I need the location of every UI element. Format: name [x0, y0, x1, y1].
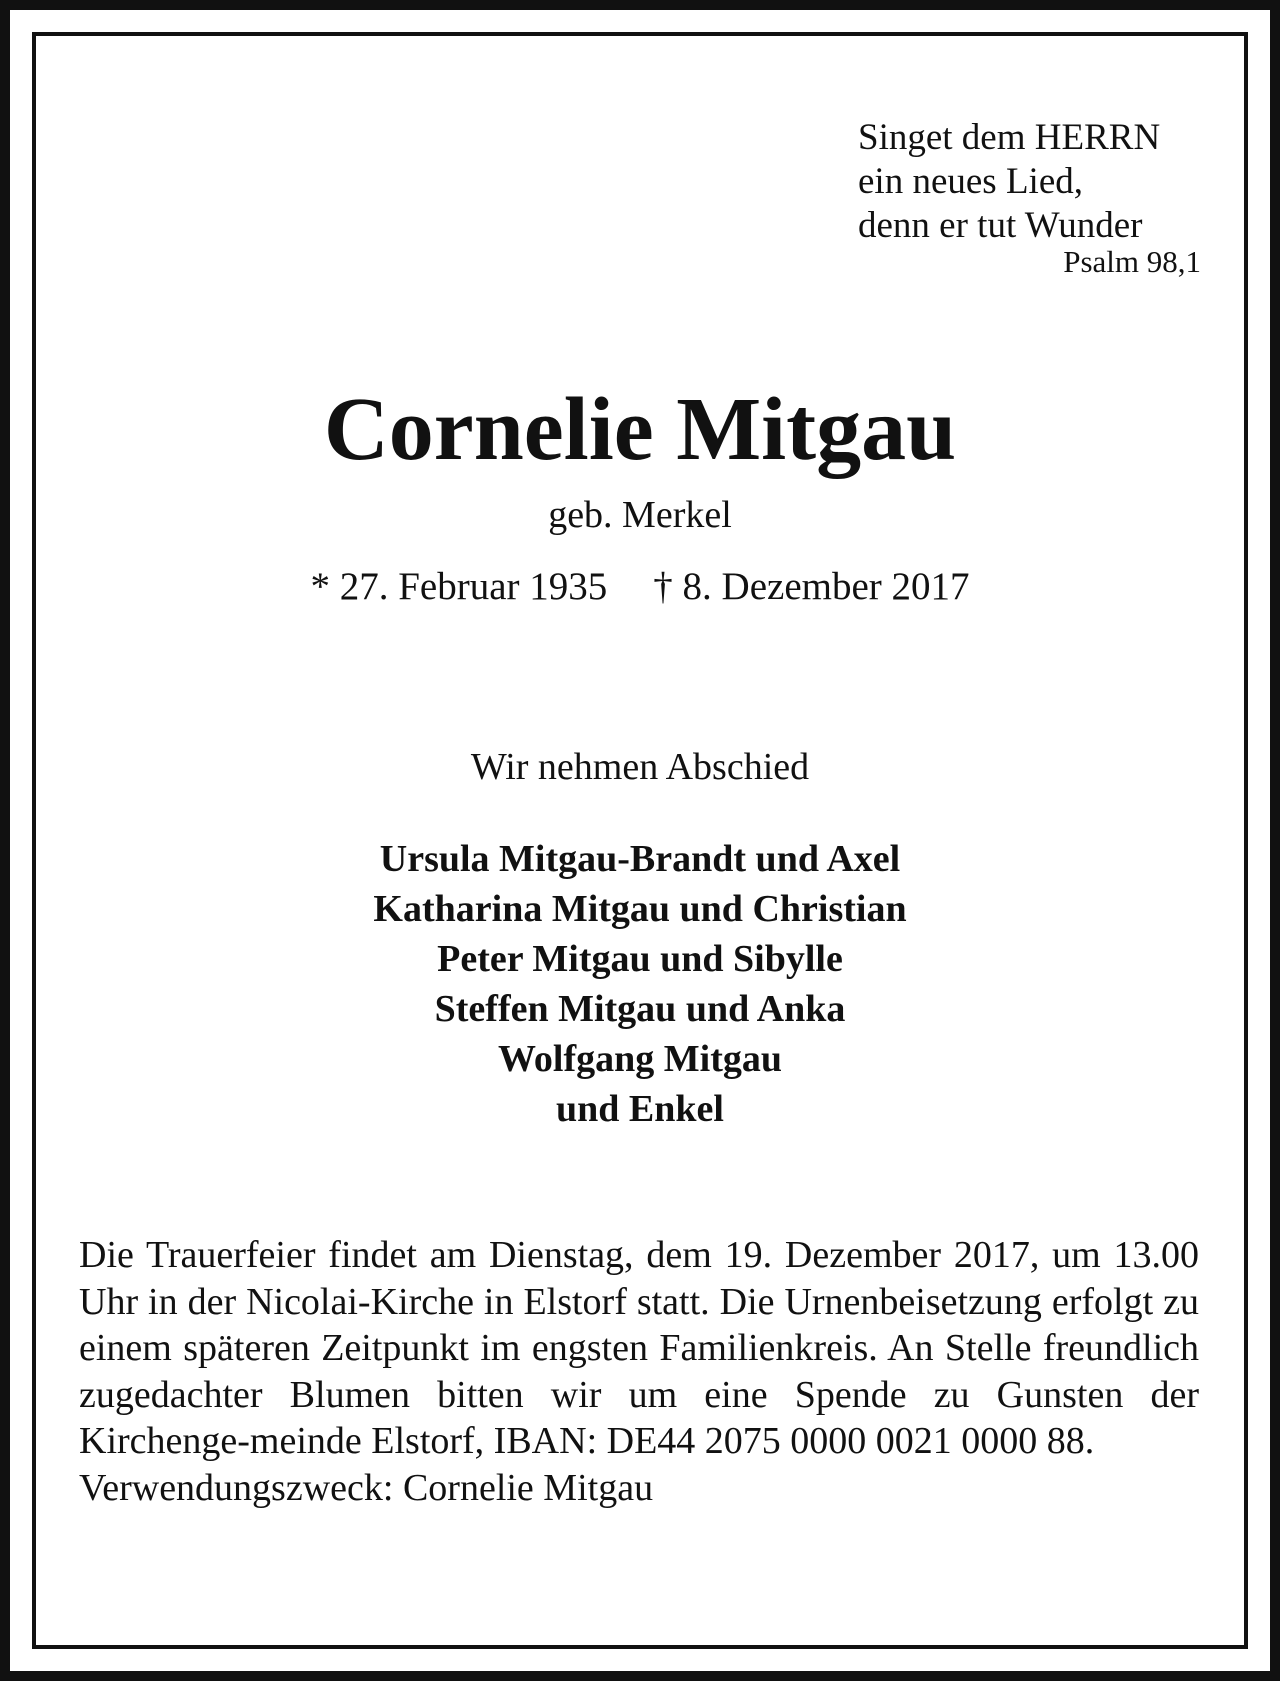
birth-date: * 27. Februar 1935	[310, 565, 608, 608]
verse-line: ein neues Lied,	[858, 161, 1083, 202]
verse-line: denn er tut Wunder	[858, 205, 1143, 246]
verse-reference: Psalm 98,1	[1063, 244, 1201, 279]
mourner-line: und Enkel	[556, 1088, 724, 1130]
mourner-line: Steffen Mitgau und Anka	[434, 988, 846, 1030]
death-date: † 8. Dezember 2017	[653, 565, 970, 608]
mourner-line: Peter Mitgau und Sibylle	[437, 938, 843, 980]
verse-line: Singet dem HERRN	[858, 117, 1161, 158]
farewell-line: Wir nehmen Abschied	[470, 746, 810, 788]
mourners-list	[0, 834, 1280, 1134]
mourner-line: Wolfgang Mitgau	[498, 1038, 782, 1080]
ceremony-paragraph: Die Trauerfeier findet am Dienstag, dem 19. Dezember 2017, um 13.00 Uhr in der Nicolai-Kirche in Elstorf statt. Die Urnenbeisetzung erfolgt zu einem späteren Zeitpunkt im engsten Familienkreis. An Stelle freundlich zugedachter Blumen bitten wir um eine Spende zu Gunsten der Kirchenge-meinde Elstorf, IBAN: DE44 2075 0000 0021 0000 88.	[79, 1234, 1199, 1462]
mourner-line: Ursula Mitgau-Brandt und Axel	[379, 838, 901, 880]
deceased-name: Cornelie Mitgau	[323, 380, 957, 479]
donation-purpose: Verwendungszweck: Cornelie Mitgau	[79, 1466, 654, 1509]
mourner-line: Katharina Mitgau und Christian	[373, 888, 907, 930]
maiden-name: geb. Merkel	[548, 494, 732, 536]
psalm-verse	[858, 116, 1203, 248]
life-dates	[0, 563, 1280, 611]
ceremony-info	[79, 1232, 1199, 1511]
